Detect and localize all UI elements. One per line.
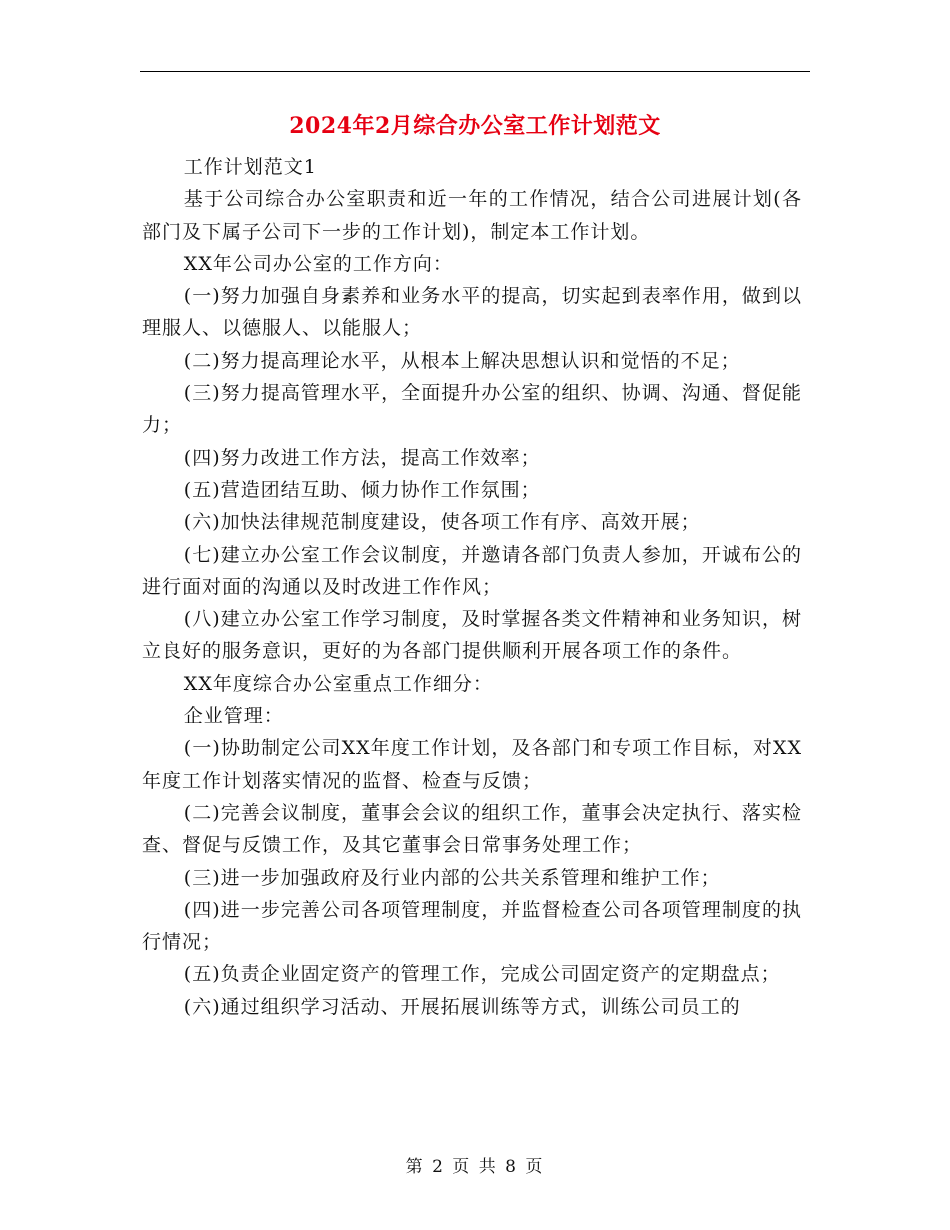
list-item: (二)努力提高理论水平，从根本上解决思想认识和觉悟的不足； — [183, 349, 741, 372]
paragraph-intro: 基于公司综合办公室职责和近一年的工作情况，结合公司进展计划(各部门及下属子公司下一步的工作计划)，制定本工作计划。 — [142, 188, 802, 243]
list-item: (四)进一步完善公司各项管理制度，并监督检查公司各项管理制度的执行情况； — [142, 898, 802, 954]
list-item: (三)努力提高管理水平，全面提升办公室的组织、协调、沟通、督促能力； — [142, 382, 802, 437]
section-heading-key-work: XX年度综合办公室重点工作细分： — [183, 672, 493, 695]
list-item: (七)建立办公室工作会议制度，并邀请各部门负责人参加，开诚布公的进行面对面的沟通以及时改进工作作风； — [142, 543, 802, 598]
header-rule — [140, 71, 810, 72]
list-item: (三)进一步加强政府及行业内部的公共关系管理和维护工作； — [183, 866, 721, 889]
list-item: (五)负责企业固定资产的管理工作，完成公司固定资产的定期盘点； — [183, 963, 781, 986]
list-item: (五)营造团结互助、倾力协作工作氛围； — [183, 478, 541, 501]
document-body — [142, 151, 802, 1023]
paragraph-heading: 工作计划范文1 — [183, 156, 317, 178]
list-item: (一)努力加强自身素养和业务水平的提高，切实起到表率作用，做到以理服人、以德服人、以能服人； — [142, 285, 802, 340]
page-number-footer: 第 2 页 共 8 页 — [405, 1157, 545, 1177]
section-heading-direction: XX年公司办公室的工作方向： — [183, 252, 453, 275]
list-item: (六)加快法律规范制度建设，使各项工作有序、高效开展； — [183, 511, 701, 534]
list-item: (四)努力改进工作方法，提高工作效率； — [183, 446, 541, 469]
list-item: (八)建立办公室工作学习制度，及时掌握各类文件精神和业务知识，树立良好的服务意识，更好的为各部门提供顺利开展各项工作的条件。 — [142, 608, 802, 663]
subsection-heading: 企业管理： — [183, 705, 284, 728]
list-item: (二)完善会议制度，董事会会议的组织工作，董事会决定执行、落实检查、督促与反馈工作，及其它董事会日常事务处理工作； — [142, 801, 802, 857]
list-item: (六)通过组织学习活动、开展拓展训练等方式，训练公司员工的 — [183, 995, 741, 1018]
list-item: (一)协助制定公司XX年度工作计划，及各部门和专项工作目标，对XX年度工作计划落实情况的监督、检查与反馈； — [142, 737, 802, 792]
document-title: 2024年2月综合办公室工作计划范文 — [289, 113, 661, 139]
